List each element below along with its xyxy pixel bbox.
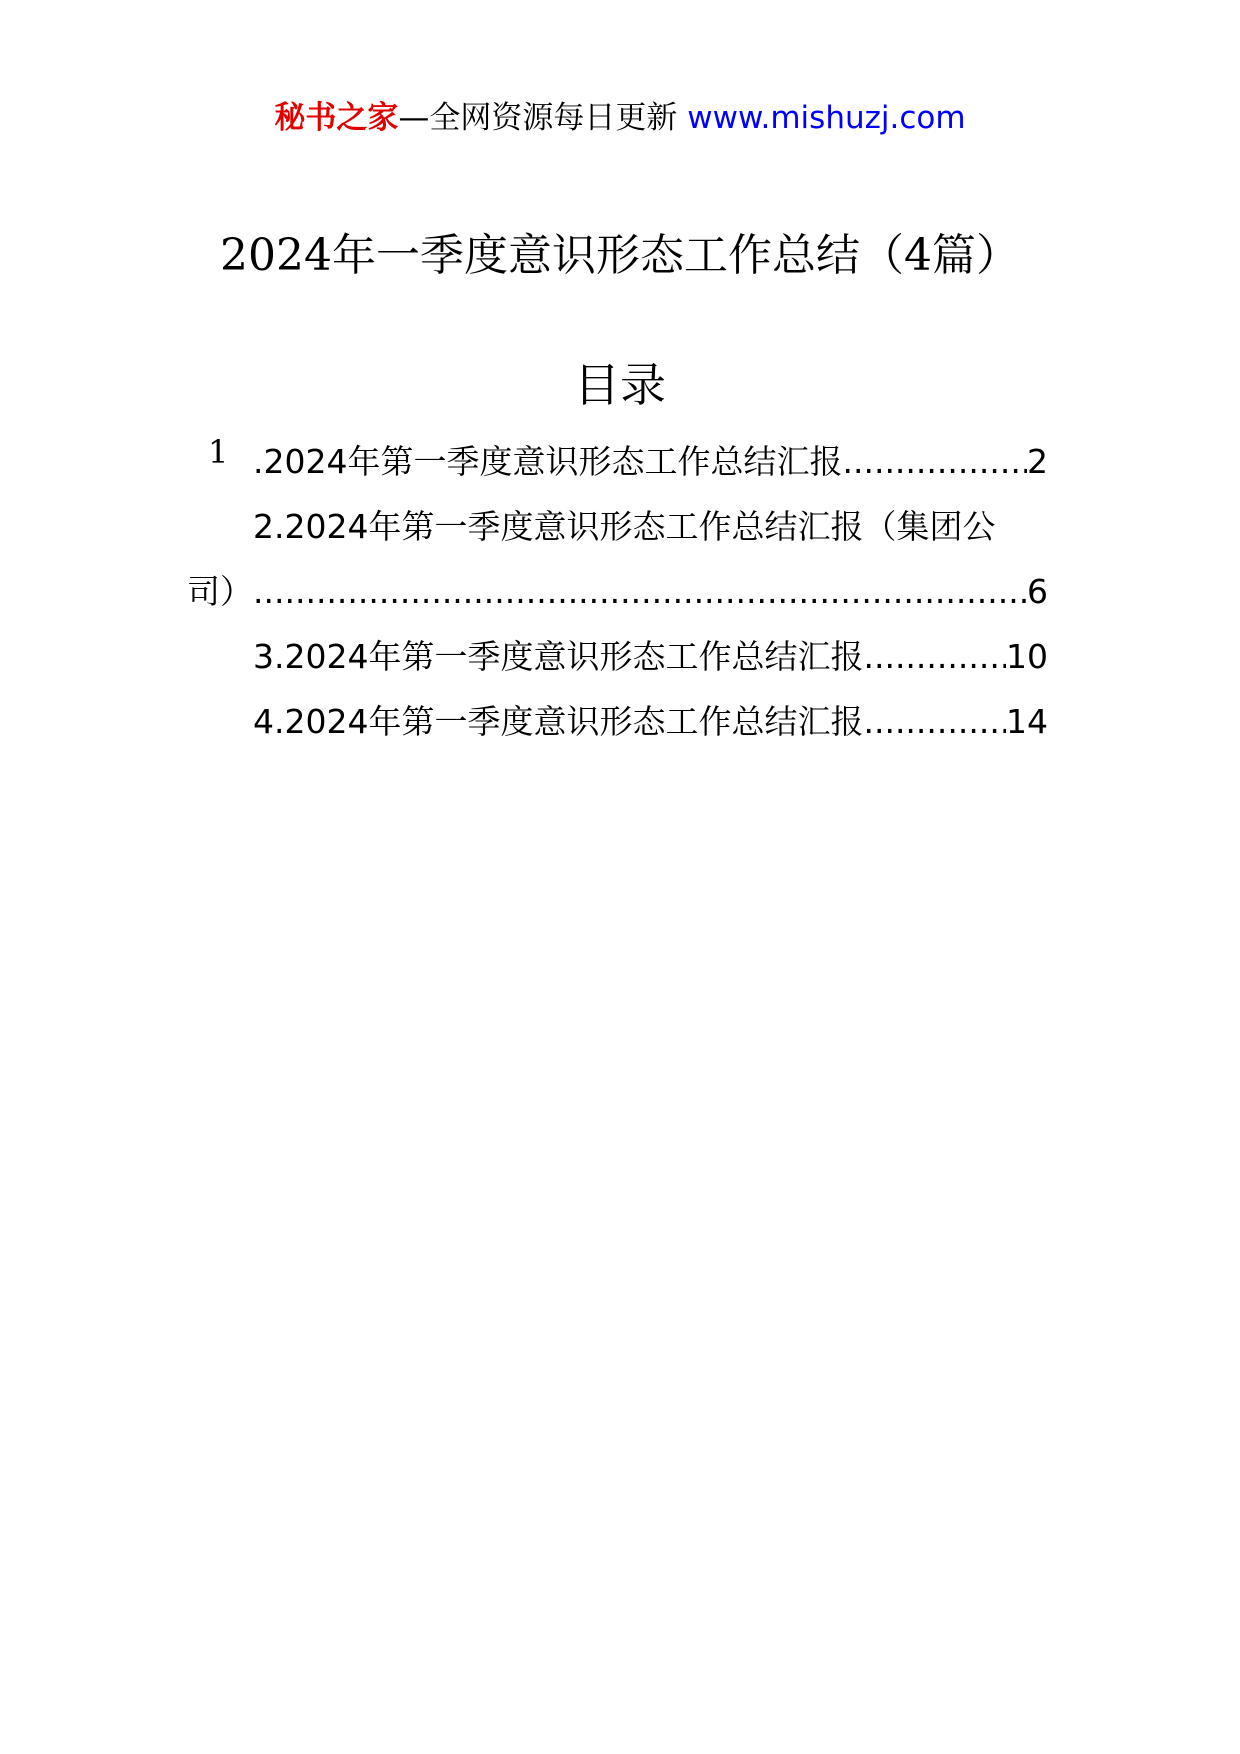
toc-entry-text: 司） bbox=[187, 572, 253, 611]
toc-entry-page: 10 bbox=[1006, 637, 1048, 676]
toc-dot-leader bbox=[253, 570, 1027, 614]
toc-entry[interactable] bbox=[253, 700, 1048, 744]
toc-entry-text: 3.2024年第一季度意识形态工作总结汇报 bbox=[253, 637, 864, 676]
toc-entry-line1[interactable]: 2.2024年第一季度意识形态工作总结汇报（集团公 bbox=[253, 507, 996, 546]
toc-entry-text: 4.2024年第一季度意识形态工作总结汇报 bbox=[253, 702, 864, 741]
toc-entry[interactable] bbox=[187, 570, 1048, 614]
toc-entry-page: 6 bbox=[1027, 572, 1048, 611]
stray-list-number: 1 bbox=[208, 433, 229, 471]
document-title: 2024年一季度意识形态工作总结（4篇） bbox=[220, 230, 1020, 281]
site-url-link[interactable]: www.mishuzj.com bbox=[687, 100, 966, 136]
toc-dot-leader bbox=[863, 700, 1006, 744]
toc-entry-page: 2 bbox=[1027, 442, 1048, 481]
brand-name: 秘书之家 bbox=[274, 100, 399, 136]
toc-entry-page: 14 bbox=[1006, 702, 1048, 741]
toc-dot-leader bbox=[842, 440, 1027, 484]
header-tagline: —全网资源每日更新 bbox=[398, 100, 678, 136]
toc-dot-leader bbox=[863, 635, 1006, 679]
toc-entry-text: .2024年第一季度意识形态工作总结汇报 bbox=[253, 442, 843, 481]
toc-entry[interactable] bbox=[253, 635, 1048, 679]
toc-heading: 目录 bbox=[574, 358, 666, 412]
toc-entry[interactable] bbox=[253, 440, 1048, 484]
site-header bbox=[0, 98, 1240, 138]
